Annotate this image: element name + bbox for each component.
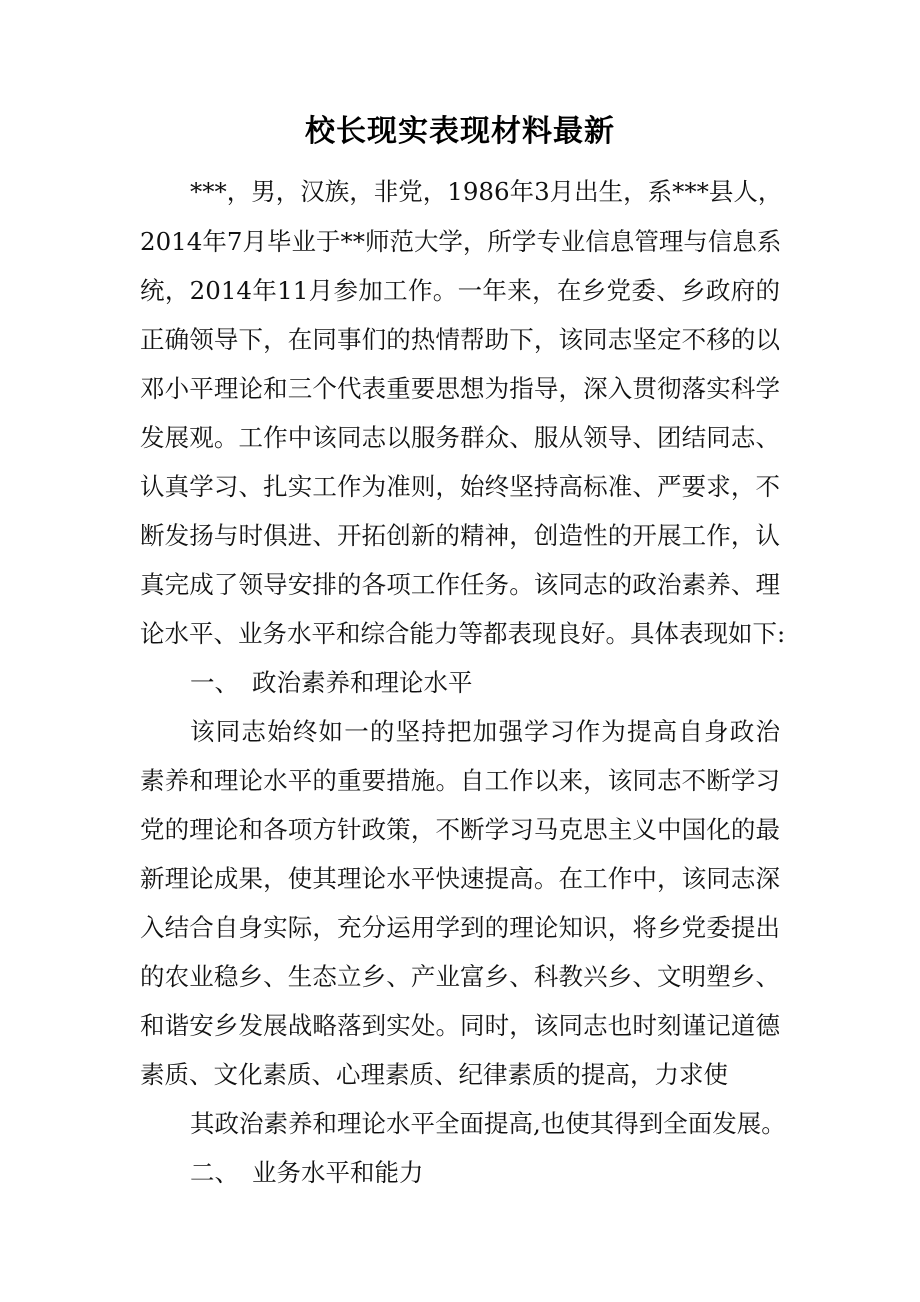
section-number: 二、 <box>190 1158 239 1187</box>
section-number: 一、 <box>190 668 239 697</box>
section-heading-text: 政治素养和理论水平 <box>252 668 473 697</box>
section-heading-text: 业务水平和能力 <box>252 1158 424 1187</box>
paragraph-line: 素质、文化素质、心理素质、纪律素质的提高，力求使 <box>140 1060 728 1089</box>
paragraph-line: 真完成了领导安排的各项工作任务。该同志的政治素养、理 <box>140 570 780 599</box>
paragraph-line: 2014年7月毕业于**师范大学，所学专业信息管理与信息系 <box>140 227 782 256</box>
paragraph-line: 统，2014年11月参加工作。一年来，在乡党委、乡政府的 <box>140 276 780 305</box>
paragraph-line: 其政治素养和理论水平全面提高,也使其得到全面发展。 <box>190 1109 786 1138</box>
section-heading-2 <box>190 1153 424 1193</box>
paragraph-line: 论水平、业务水平和综合能力等都表现良好。具体表现如下: <box>140 619 786 648</box>
paragraph-line: 正确领导下，在同事们的热情帮助下，该同志坚定不移的以 <box>140 325 780 354</box>
paragraph-line: 的农业稳乡、生态立乡、产业富乡、科教兴乡、文明塑乡、 <box>140 962 780 991</box>
paragraph-line: 和谐安乡发展战略落到实处。同时，该同志也时刻谨记道德 <box>140 1011 780 1040</box>
paragraph-line: 邓小平理论和三个代表重要思想为指导，深入贯彻落实科学 <box>140 374 780 403</box>
paragraph-line: 素养和理论水平的重要措施。自工作以来，该同志不断学习 <box>140 766 780 795</box>
paragraph-line: 新理论成果，使其理论水平快速提高。在工作中，该同志深 <box>140 864 780 893</box>
paragraph-line: 该同志始终如一的坚持把加强学习作为提高自身政治 <box>190 717 780 746</box>
section-heading-1 <box>190 663 473 703</box>
paragraph-line: ***，男，汉族，非党，1986年3月出生，系***县人， <box>190 177 783 206</box>
paragraph-line: 入结合自身实际，充分运用学到的理论知识，将乡党委提出 <box>140 913 780 942</box>
paragraph-line: 认真学习、扎实工作为准则，始终坚持高标准、严要求，不 <box>140 472 780 501</box>
paragraph-line: 发展观。工作中该同志以服务群众、服从领导、团结同志、 <box>140 423 780 452</box>
paragraph-line: 断发扬与时俱进、开拓创新的精神，创造性的开展工作，认 <box>140 521 780 550</box>
paragraph-line: 党的理论和各项方针政策，不断学习马克思主义中国化的最 <box>140 815 780 844</box>
document-title: 校长现实表现材料最新 <box>305 114 615 149</box>
